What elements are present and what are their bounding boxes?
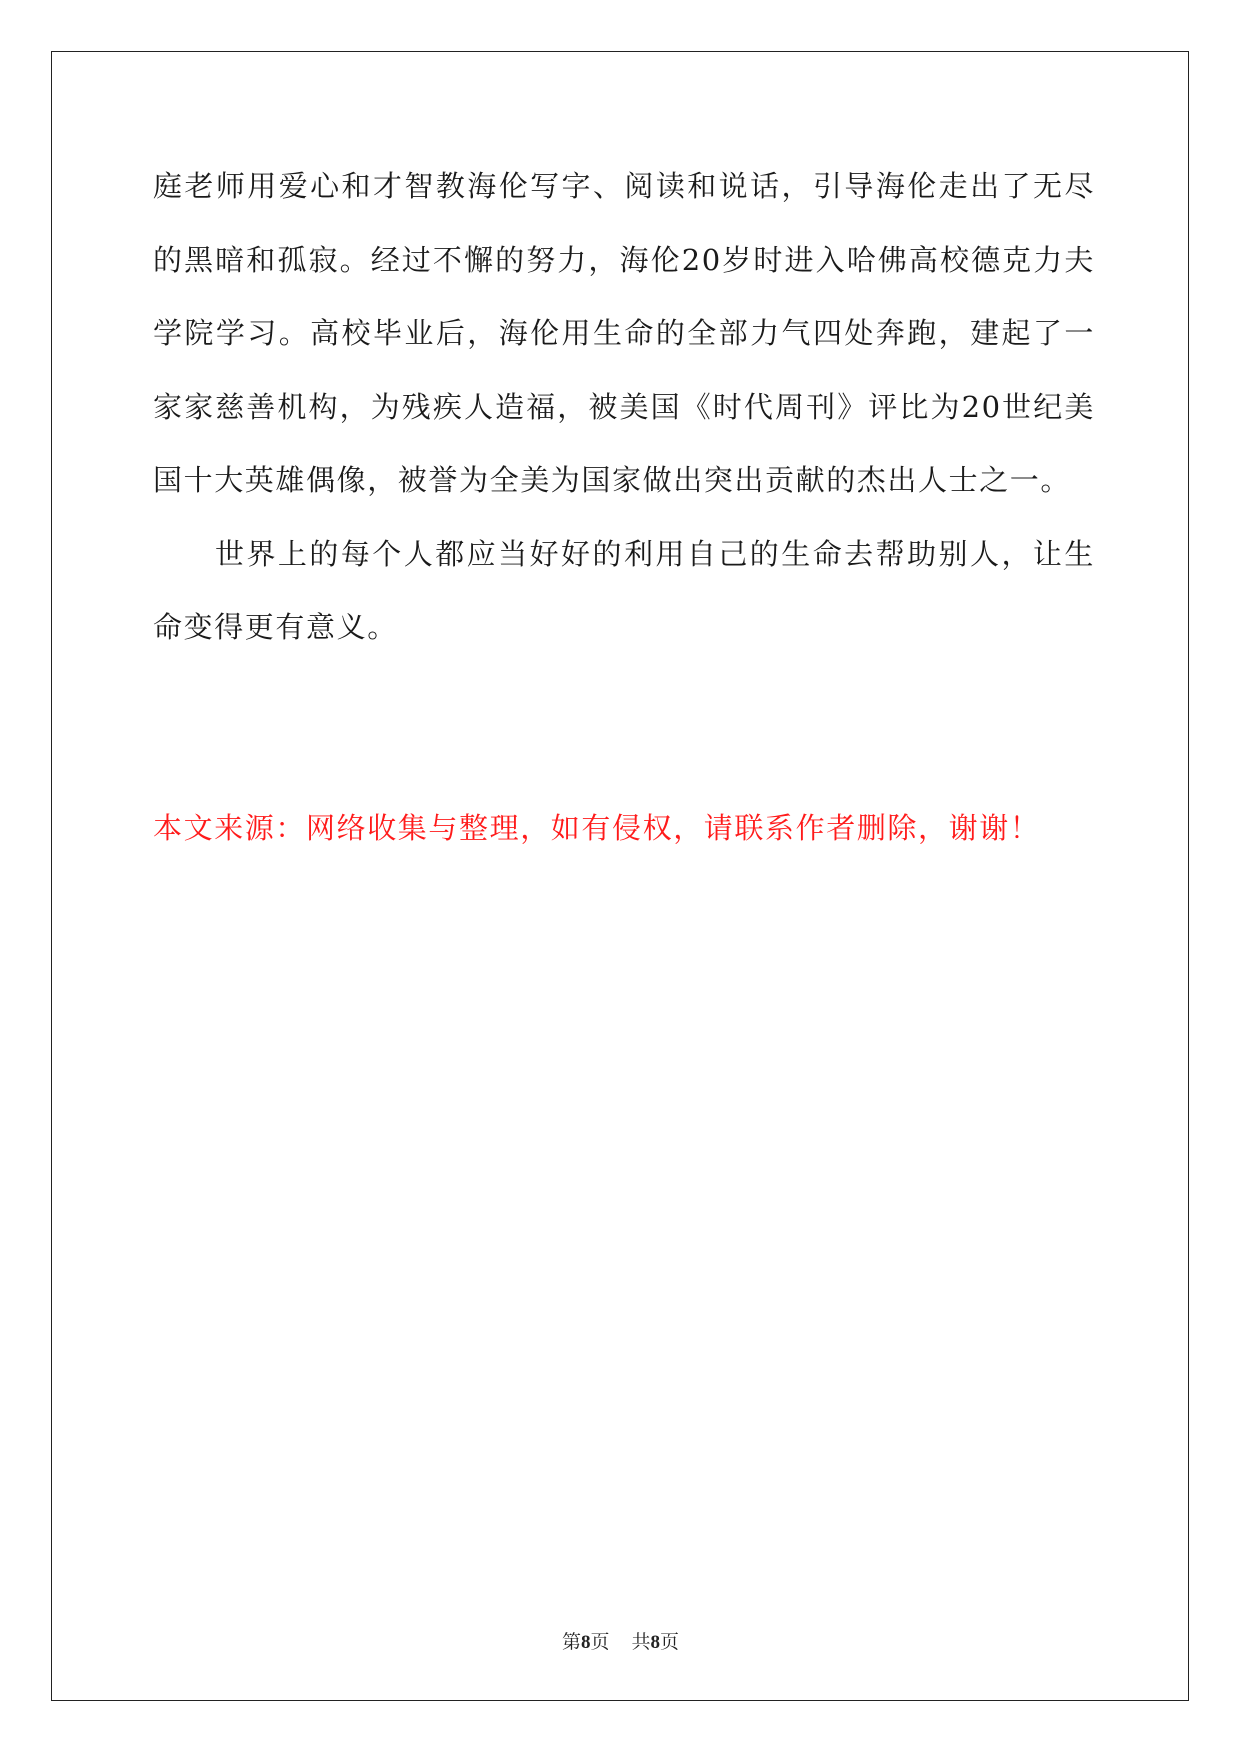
page-suffix: 页 xyxy=(590,1631,610,1653)
total-suffix: 页 xyxy=(660,1631,680,1653)
paragraph-conclusion: 世界上的每个人都应当好好的利用自己的生命去帮助别人，让生命变得更有意义。 xyxy=(153,536,1095,644)
total-pages: 8 xyxy=(650,1632,661,1653)
page-prefix: 第 xyxy=(561,1631,581,1653)
page-number: 8 xyxy=(580,1632,591,1653)
page-footer xyxy=(0,1627,1241,1654)
document-body xyxy=(153,150,1095,665)
paragraph-continuation: 庭老师用爱心和才智教海伦写字、阅读和说话，引导海伦走出了无尽的黑暗和孤寂。经过不懈的努力，海伦20岁时进入哈佛高校德克力夫学院学习。高校毕业后，海伦用生命的全部力气四处奔跑，建起了一家家慈善机构，为残疾人造福，被美国《时代周刊》评比为20世纪美国十大英雄偶像，被誉为全美为国家做出突出贡献的杰出人士之一。 xyxy=(153,169,1095,497)
source-disclaimer: 本文来源：网络收集与整理，如有侵权，请联系作者删除，谢谢！ xyxy=(153,811,1041,845)
total-prefix: 共 xyxy=(631,1631,651,1653)
